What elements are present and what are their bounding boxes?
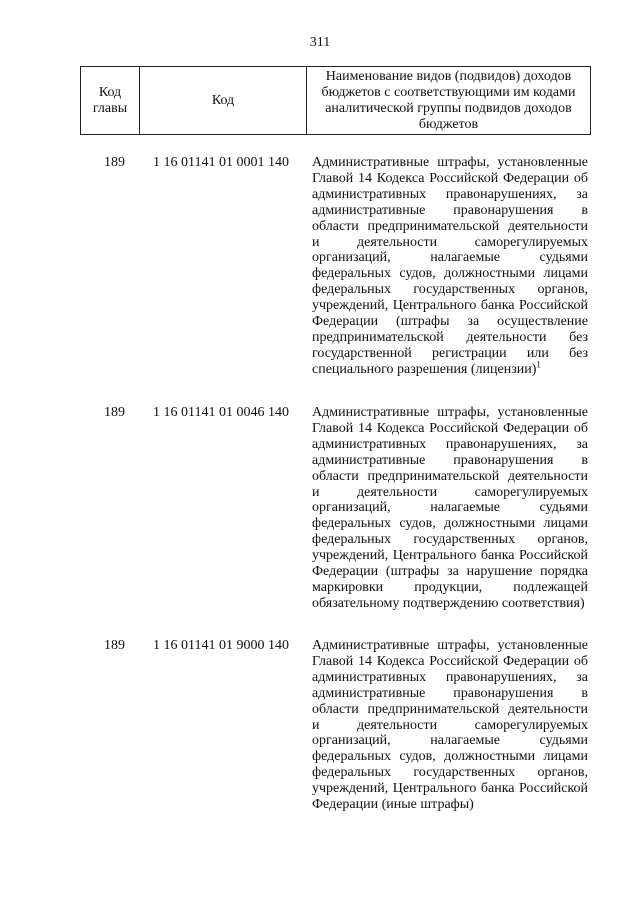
code-cell: 1 16 01141 01 0001 140: [153, 155, 289, 170]
chapter-code-cell: 189: [104, 638, 125, 653]
code-cell: 1 16 01141 01 9000 140: [153, 638, 289, 653]
column-header-chapter-code: Код главы: [81, 67, 140, 135]
footnote-marker: 1: [536, 359, 541, 370]
name-cell: [312, 155, 588, 378]
table-header: [80, 66, 591, 135]
code-cell: 1 16 01141 01 0046 140: [153, 405, 289, 420]
column-header-code: Код: [140, 67, 307, 135]
column-header-name: Наименование видов (подвидов) доходов бюджетов с соответствующими им кодами аналитической группы подвидов доходов бюджетов: [307, 67, 591, 135]
chapter-code-cell: 189: [104, 405, 125, 420]
name-cell: Административные штрафы, установленные Главой 14 Кодекса Российской Федерации об административных правонарушениях, за административные правонарушения в области предпринимательской деятельности и деятельности саморегулируемых организаций, налагаемые судьями федеральных судов, должностными лицами федеральных государственных органов, учреждений, Центрального банка Российской Федерации (иные штрафы): [312, 638, 588, 813]
name-cell: Административные штрафы, установленные Главой 14 Кодекса Российской Федерации об административных правонарушениях, за административные правонарушения в области предпринимательской деятельности и деятельности саморегулируемых организаций, налагаемые судьями федеральных судов, должностными лицами федеральных государственных органов, учреждений, Центрального банка Российской Федерации (штрафы за нарушение порядка маркировки продукции, подлежащей обязательному подтверждению соответствия): [312, 405, 588, 611]
name-text: Административные штрафы, установленные Главой 14 Кодекса Российской Федерации об административных правонарушениях, за административные правонарушения в области предпринимательской деятельности и деятельности саморегулируемых организаций, налагаемые судьями федеральных судов, должностными лицами федеральных государственных органов, учреждений, Центрального банка Российской Федерации (штрафы за осуществление предпринимательской деятельности без государственной регистрации или без специального разрешения (лицензии): [312, 155, 588, 377]
chapter-code-cell: 189: [104, 155, 125, 170]
page-number: 311: [309, 35, 331, 50]
